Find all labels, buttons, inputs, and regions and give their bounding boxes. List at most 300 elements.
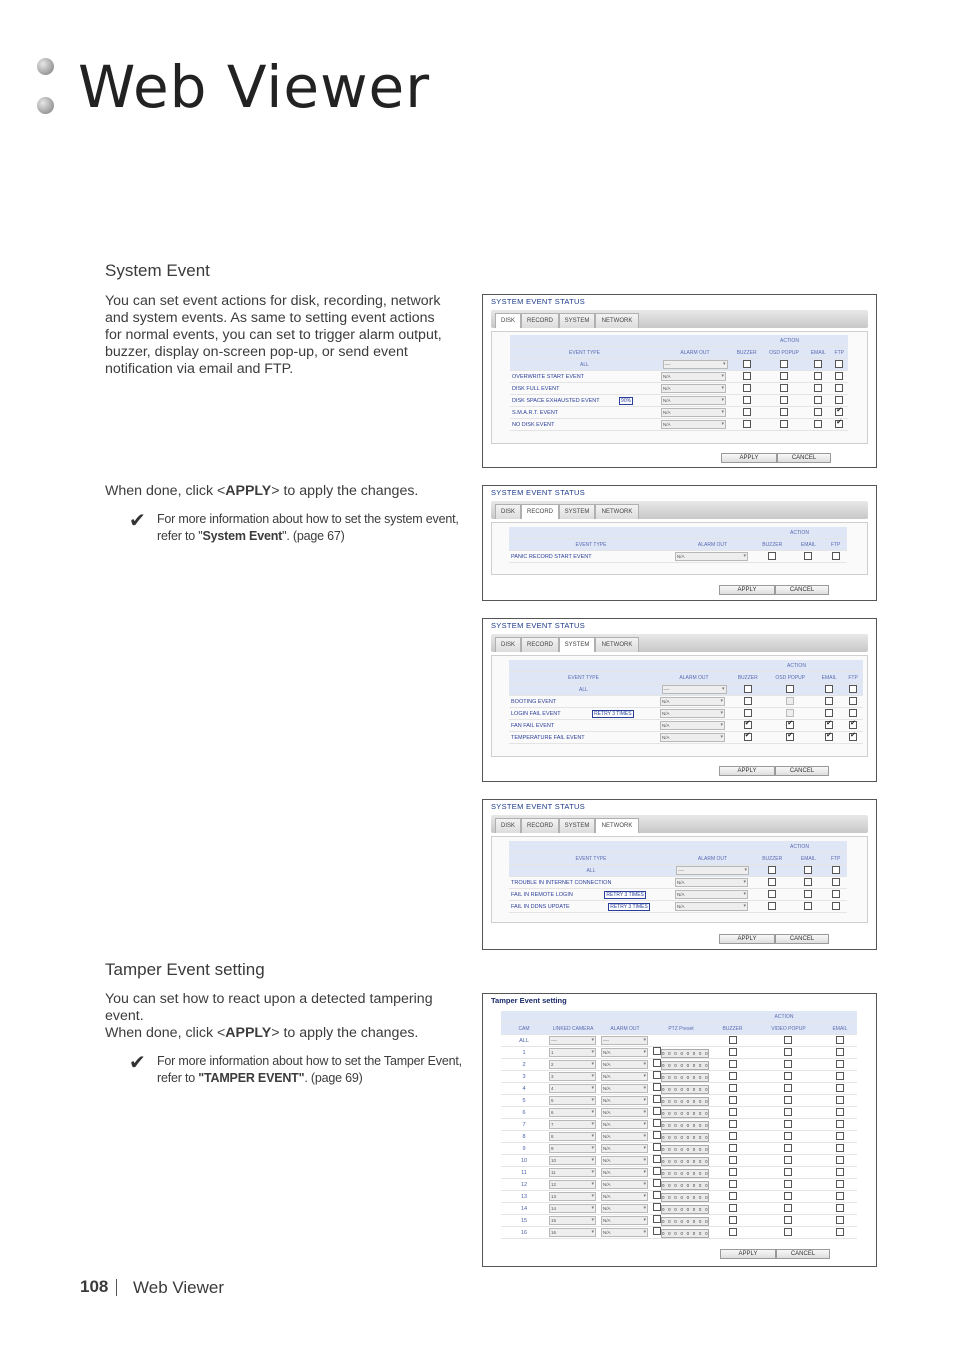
video-popup-checkbox[interactable] [784,1192,792,1200]
alarm-out-select[interactable]: N/A ▾ [601,1156,648,1165]
alarm-out-select[interactable]: N/A ▾ [601,1060,648,1069]
buzzer-checkbox[interactable] [744,709,752,717]
ptz-enable-checkbox[interactable] [653,1107,661,1115]
ftp-checkbox[interactable] [849,685,857,693]
email-checkbox[interactable] [825,721,833,729]
buzzer-checkbox[interactable] [729,1120,737,1128]
table-row: LOGIN FAIL EVENT RETRY 3 TIMES N/A ▾ [509,708,863,720]
ptz-preset-field[interactable]: 0 0 0 0 0 0 0 0 [662,1171,709,1176]
email-checkbox[interactable] [836,1132,844,1140]
email-checkbox[interactable] [836,1156,844,1164]
tamper-event-table: ACTION CAM LINKED CAMERA ALARM OUT PTZ Preset BUZZER VIDEO POPUP EMAIL ALL ---- ▾ ---- ▾ 1 1 ▾ N/A ▾ 0 0 0 0 0 0 0 0 2 2 ▾ N/A ▾ 0 0 0 0 0 0 0 0 3 3 ▾ N/A ▾ 0 0 0 0 0 0 0 0 4 4 ▾ N/A ▾ 0 0 0 0 0 0 0 0 5 5 ▾ N/A ▾ 0 0 0 0 0 0 0 0 6 6 ▾ N/A ▾ 0 0 0 0 0 0 0 0 7 7 ▾ N/A ▾ 0 0 0 0 0 0 0 0 8 8 ▾ N/A ▾ 0 0 0 0 0 0 0 0 9 9 ▾ N/A ▾ 0 0 0 0 0 0 0 0 10 10 ▾ N/A ▾ 0 0 0 0 0 0 0 0 11 11 ▾ N/A ▾ 0 0 0 0 0 0 0 0 12 12 ▾ N/A ▾ 0 0 0 0 0 0 0 0 13 13 ▾ N/A ▾ 0 0 0 0 0 0 0 0 14 14 ▾ N/A ▾ 0 0 0 0 0 0 0 0 15 15 ▾ N/A ▾ 0 0 0 0 0 0 0 0 16 16 ▾ N/A ▾ 0 0 0 0 0 0 0 0 [501,1011,857,1239]
disk-event-table: ACTION EVENT TYPE ALARM OUT BUZZER OSD POPUP EMAIL FTP ALL ---- ▾ OVERWRITE START EVENT N/A ▾ DISK FULL EVENT N/A ▾ DISK SPACE EXHAUSTED EVENT 90% N/A ▾ S.M.A.R.T. EVENT N/A ▾ ✔ NO DISK EVENT N/A ▾ ✔ [510,335,848,431]
ptz-preset-field[interactable]: 0 0 0 0 0 0 0 0 [662,1075,709,1080]
email-checkbox[interactable] [836,1120,844,1128]
video-popup-checkbox[interactable] [784,1120,792,1128]
cam-number: 5 [501,1095,547,1107]
buzzer-checkbox[interactable] [743,384,751,392]
linked-camera-select[interactable]: 7 ▾ [549,1120,596,1129]
tab-network[interactable]: NETWORK [595,504,639,519]
alarm-out-select[interactable]: N/A ▾ [601,1216,648,1225]
cam-number: 9 [501,1143,547,1155]
alarm-out-select[interactable]: N/A ▾ [601,1180,648,1189]
email-checkbox[interactable] [836,1084,844,1092]
table-row [501,1143,857,1155]
ptz-preset-field[interactable]: 0 0 0 0 0 0 0 0 [662,1207,709,1212]
ptz-enable-checkbox[interactable] [653,1155,661,1163]
ptz-enable-checkbox[interactable] [653,1131,661,1139]
record-event-table: ACTION EVENT TYPE ALARM OUT BUZZER EMAIL FTP PANIC RECORD START EVENT N/A ▾ [509,527,847,563]
video-popup-checkbox[interactable] [784,1156,792,1164]
alarm-out-select[interactable]: N/A ▾ [601,1192,648,1201]
ftp-checkbox[interactable] [832,890,840,898]
system-event-disk-panel [482,294,877,468]
ftp-checkbox[interactable] [849,721,857,729]
ptz-preset-field[interactable]: 0 0 0 0 0 0 0 0 [662,1183,709,1188]
threshold-select[interactable]: 90% [621,397,632,404]
ptz-enable-checkbox[interactable] [653,1095,661,1103]
cancel-button[interactable]: CANCEL [775,934,829,944]
alarm-out-select[interactable]: N/A ▾ [660,709,725,718]
email-checkbox[interactable] [836,1228,844,1236]
video-popup-checkbox[interactable] [784,1228,792,1236]
table-row [501,1227,857,1239]
email-checkbox[interactable] [825,709,833,717]
alarm-out-select[interactable]: N/A ▾ [661,408,726,417]
email-checkbox[interactable] [836,1072,844,1080]
alarm-out-select[interactable]: N/A ▾ [601,1120,648,1129]
ptz-enable-checkbox[interactable] [653,1143,661,1151]
linked-camera-select[interactable]: 13 ▾ [549,1192,596,1201]
alarm-out-select[interactable]: ---- ▾ [663,360,728,369]
email-checkbox[interactable] [836,1036,844,1044]
buzzer-checkbox[interactable] [729,1156,737,1164]
buzzer-checkbox[interactable] [743,372,751,380]
table-row [501,1203,857,1215]
buzzer-checkbox[interactable] [729,1204,737,1212]
table-row: NO DISK EVENT N/A ▾ ✔ [510,419,848,431]
header-bullet-bottom-icon [37,97,54,114]
table-row: S.M.A.R.T. EVENT N/A ▾ ✔ [510,407,848,419]
footer-section-label: Web Viewer [133,1278,225,1297]
tab-bar [491,501,868,519]
email-checkbox[interactable] [814,372,822,380]
buzzer-checkbox[interactable] [743,420,751,428]
table-row: FAN FAIL EVENT N/A ▾ ✔ ✔ ✔ ✔ [509,720,863,732]
buzzer-checkbox[interactable] [729,1192,737,1200]
video-popup-checkbox[interactable] [784,1108,792,1116]
ftp-checkbox[interactable] [832,866,840,874]
email-checkbox[interactable] [804,552,812,560]
ptz-preset-field[interactable]: 0 0 0 0 0 0 0 0 [662,1147,709,1152]
email-checkbox[interactable] [804,890,812,898]
alarm-out-select[interactable]: N/A ▾ [661,372,726,381]
alarm-out-select[interactable]: N/A ▾ [660,721,725,730]
email-checkbox[interactable] [836,1144,844,1152]
tamper-event-apply-instruction: When done, click <APPLY> to apply the changes. [105,1025,419,1041]
cam-number: 1 [501,1047,547,1059]
alarm-out-select[interactable]: N/A ▾ [660,733,725,742]
retry-select[interactable]: RETRY 3 TIMES [594,710,632,717]
panel-title: SYSTEM EVENT STATUS [491,802,586,811]
buzzer-checkbox[interactable] [729,1072,737,1080]
system-event-heading: System Event [105,261,210,280]
apply-button[interactable]: APPLY [719,585,775,595]
buzzer-checkbox[interactable] [744,685,752,693]
video-popup-checkbox[interactable] [784,1084,792,1092]
ptz-enable-checkbox[interactable] [653,1071,661,1079]
alarm-out-select[interactable]: N/A ▾ [601,1096,648,1105]
table-row [501,1191,857,1203]
tab-system[interactable]: SYSTEM [559,313,595,328]
buzzer-checkbox[interactable] [729,1132,737,1140]
cancel-button[interactable]: CANCEL [777,453,831,463]
video-popup-checkbox[interactable] [784,1036,792,1044]
cam-number: 14 [501,1203,547,1215]
panel-title: SYSTEM EVENT STATUS [491,488,586,497]
buzzer-checkbox[interactable] [729,1180,737,1188]
ptz-enable-checkbox[interactable] [653,1047,661,1055]
cancel-button[interactable]: CANCEL [775,766,829,776]
alarm-out-select[interactable]: N/A ▾ [601,1072,648,1081]
ftp-checkbox[interactable] [835,360,843,368]
video-popup-checkbox[interactable] [784,1180,792,1188]
email-checkbox[interactable] [836,1216,844,1224]
buzzer-checkbox[interactable] [744,721,752,729]
tab-network[interactable]: NETWORK [595,313,639,328]
tab-record[interactable]: RECORD [521,504,559,519]
osd-popup-checkbox[interactable] [786,733,794,741]
tab-system[interactable]: SYSTEM [559,818,595,833]
table-row: TEMPERATURE FAIL EVENT N/A ▾ ✔ ✔ ✔ ✔ [509,732,863,744]
tab-system[interactable]: SYSTEM [559,504,595,519]
retry-select[interactable]: RETRY 3 TIMES [610,903,648,910]
apply-button[interactable]: APPLY [721,453,777,463]
ftp-checkbox[interactable] [832,902,840,910]
linked-camera-select[interactable]: 16 ▾ [549,1228,596,1237]
panel-title: SYSTEM EVENT STATUS [491,621,586,630]
buzzer-checkbox[interactable] [729,1144,737,1152]
osd-popup-checkbox[interactable] [780,420,788,428]
cam-number: 16 [501,1227,547,1239]
tab-record[interactable]: RECORD [521,637,559,652]
osd-popup-checkbox[interactable] [780,396,788,404]
apply-button[interactable]: APPLY [720,1249,776,1259]
table-row [501,1083,857,1095]
buzzer-checkbox[interactable] [743,408,751,416]
buzzer-checkbox[interactable] [729,1108,737,1116]
tab-disk[interactable]: DISK [495,637,521,652]
tab-system[interactable]: SYSTEM [559,637,595,652]
ftp-checkbox[interactable] [835,384,843,392]
buzzer-checkbox[interactable] [768,866,776,874]
system-event-system-panel [482,618,877,782]
email-checkbox[interactable] [825,733,833,741]
tab-record[interactable]: RECORD [521,313,559,328]
retry-select[interactable]: RETRY 3 TIMES [606,891,644,898]
email-checkbox[interactable] [836,1192,844,1200]
ptz-enable-checkbox[interactable] [653,1191,661,1199]
buzzer-checkbox[interactable] [729,1228,737,1236]
email-checkbox[interactable] [814,384,822,392]
buzzer-checkbox[interactable] [744,697,752,705]
checkmark-icon: ✔ [129,1052,146,1074]
email-checkbox[interactable] [814,420,822,428]
tab-disk[interactable]: DISK [495,504,521,519]
ptz-enable-checkbox[interactable] [653,1227,661,1235]
email-checkbox[interactable] [814,408,822,416]
linked-camera-select[interactable]: ---- ▾ [549,1036,596,1045]
ptz-preset-field[interactable]: 0 0 0 0 0 0 0 0 [662,1063,709,1068]
email-checkbox[interactable] [804,866,812,874]
table-row: BOOTING EVENT N/A ▾ [509,696,863,708]
table-row [501,1167,857,1179]
video-popup-checkbox[interactable] [784,1072,792,1080]
alarm-out-select[interactable]: N/A ▾ [675,902,748,911]
email-checkbox[interactable] [836,1180,844,1188]
buzzer-checkbox[interactable] [744,733,752,741]
email-checkbox[interactable] [804,878,812,886]
email-checkbox[interactable] [836,1168,844,1176]
buzzer-checkbox[interactable] [729,1036,737,1044]
ptz-preset-field[interactable]: 0 0 0 0 0 0 0 0 [662,1123,709,1128]
ptz-preset-field[interactable]: 0 0 0 0 0 0 0 0 [662,1219,709,1224]
ptz-preset-field[interactable]: 0 0 0 0 0 0 0 0 [662,1099,709,1104]
table-row [501,1119,857,1131]
tamper-event-intro: You can set how to react upon a detected tampering event. [105,991,433,1024]
network-event-table: ACTION EVENT TYPE ALARM OUT BUZZER EMAIL FTP ALL ---- ▾ TROUBLE IN INTERNET CONNECTION N/A ▾ FAIL IN REMOTE LOGIN RETRY 3 TIMES N/A ▾ FAIL IN DDNS UPDATE RETRY 3 TIMES N/A ▾ [509,841,847,913]
linked-camera-select[interactable]: 1 ▾ [549,1048,596,1057]
email-checkbox[interactable] [814,360,822,368]
linked-camera-select[interactable]: 14 ▾ [549,1204,596,1213]
cam-number: 8 [501,1131,547,1143]
video-popup-checkbox[interactable] [784,1144,792,1152]
header-bullet-top-icon [37,58,54,75]
linked-camera-select[interactable]: 11 ▾ [549,1168,596,1177]
alarm-out-select[interactable]: N/A ▾ [675,552,748,561]
ptz-preset-field[interactable]: 0 0 0 0 0 0 0 0 [662,1231,709,1236]
buzzer-checkbox[interactable] [729,1096,737,1104]
email-checkbox[interactable] [804,902,812,910]
table-row [501,1155,857,1167]
linked-camera-select[interactable]: 8 ▾ [549,1132,596,1141]
linked-camera-select[interactable]: 4 ▾ [549,1084,596,1093]
alarm-out-select[interactable]: N/A ▾ [601,1132,648,1141]
linked-camera-select[interactable]: 5 ▾ [549,1096,596,1105]
apply-button[interactable]: APPLY [719,934,775,944]
osd-popup-checkbox[interactable] [786,721,794,729]
table-row [501,1095,857,1107]
video-popup-checkbox[interactable] [784,1096,792,1104]
cam-number: 11 [501,1167,547,1179]
osd-popup-checkbox[interactable] [780,384,788,392]
ptz-preset-field[interactable]: 0 0 0 0 0 0 0 0 [662,1135,709,1140]
osd-popup-checkbox [786,697,794,705]
tamper-event-panel [482,993,877,1267]
table-row: ALL ---- ▾ ---- ▾ [501,1035,857,1047]
linked-camera-select[interactable]: 9 ▾ [549,1144,596,1153]
alarm-out-select[interactable]: N/A ▾ [601,1108,648,1117]
video-popup-checkbox[interactable] [784,1216,792,1224]
video-popup-checkbox[interactable] [784,1132,792,1140]
ptz-enable-checkbox[interactable] [653,1083,661,1091]
ptz-preset-field[interactable]: 0 0 0 0 0 0 0 0 [662,1051,709,1056]
linked-camera-select[interactable]: 12 ▾ [549,1180,596,1189]
buzzer-checkbox[interactable] [729,1168,737,1176]
alarm-out-select[interactable]: N/A ▾ [601,1048,648,1057]
email-checkbox[interactable] [814,396,822,404]
cancel-button[interactable]: CANCEL [776,1249,830,1259]
buzzer-checkbox[interactable] [743,396,751,404]
osd-popup-checkbox[interactable] [780,372,788,380]
table-row: FAIL IN REMOTE LOGIN RETRY 3 TIMES N/A ▾ [509,889,847,901]
table-row [501,1131,857,1143]
buzzer-checkbox[interactable] [768,878,776,886]
cancel-button[interactable]: CANCEL [775,585,829,595]
tab-bar [491,815,868,833]
ftp-checkbox[interactable] [835,420,843,428]
osd-popup-checkbox[interactable] [780,408,788,416]
page-number: 108 [80,1277,109,1296]
tamper-event-heading: Tamper Event setting [105,960,265,979]
cam-number: 2 [501,1059,547,1071]
email-checkbox[interactable] [836,1108,844,1116]
table-row [501,1179,857,1191]
ftp-checkbox[interactable] [835,408,843,416]
alarm-out-select[interactable]: N/A ▾ [660,697,725,706]
system-event-record-panel [482,485,877,601]
system-event-table: ACTION EVENT TYPE ALARM OUT BUZZER OSD POPUP EMAIL FTP ALL ---- ▾ BOOTING EVENT N/A ▾ LOGIN FAIL EVENT RETRY 3 TIMES N/A ▾ FAN FAIL EVENT N/A ▾ ✔ ✔ ✔ ✔ TEMPERATURE FAIL EVENT N/A ▾ ✔ ✔ ✔ ✔ [509,660,863,744]
tab-record[interactable]: RECORD [521,818,559,833]
osd-popup-checkbox [786,709,794,717]
alarm-out-select[interactable]: N/A ▾ [675,890,748,899]
buzzer-checkbox[interactable] [768,552,776,560]
video-popup-checkbox[interactable] [784,1048,792,1056]
email-checkbox[interactable] [836,1204,844,1212]
cam-number: 4 [501,1083,547,1095]
alarm-out-select[interactable]: ---- ▾ [676,866,749,875]
ptz-preset-field[interactable]: 0 0 0 0 0 0 0 0 [662,1195,709,1200]
table-row: TROUBLE IN INTERNET CONNECTION N/A ▾ [509,877,847,889]
alarm-out-select[interactable]: N/A ▾ [601,1228,648,1237]
footer-divider [116,1279,117,1296]
tab-disk[interactable]: DISK [495,313,521,328]
osd-popup-checkbox[interactable] [786,685,794,693]
alarm-out-select[interactable]: N/A ▾ [661,420,726,429]
buzzer-checkbox[interactable] [768,890,776,898]
panel-title: SYSTEM EVENT STATUS [491,297,586,306]
system-event-apply-instruction: When done, click <APPLY> to apply the changes. [105,483,419,499]
alarm-out-select[interactable]: N/A ▾ [661,384,726,393]
ptz-enable-checkbox[interactable] [653,1119,661,1127]
table-row: PANIC RECORD START EVENT N/A ▾ [509,551,847,563]
email-checkbox[interactable] [836,1060,844,1068]
buzzer-checkbox[interactable] [729,1060,737,1068]
buzzer-checkbox[interactable] [743,360,751,368]
alarm-out-select[interactable]: N/A ▾ [601,1084,648,1093]
cam-number: 15 [501,1215,547,1227]
ptz-enable-checkbox[interactable] [653,1059,661,1067]
ftp-checkbox[interactable] [849,697,857,705]
ptz-enable-checkbox[interactable] [653,1203,661,1211]
alarm-out-select[interactable]: ---- ▾ [601,1036,648,1045]
video-popup-checkbox[interactable] [784,1204,792,1212]
ftp-checkbox[interactable] [849,709,857,717]
ftp-checkbox[interactable] [832,552,840,560]
ptz-enable-checkbox[interactable] [653,1167,661,1175]
email-checkbox[interactable] [825,697,833,705]
linked-camera-select[interactable]: 3 ▾ [549,1072,596,1081]
table-row [501,1215,857,1227]
ptz-preset-field[interactable]: 0 0 0 0 0 0 0 0 [662,1111,709,1116]
tamper-event-note: For more information about how to set the Tamper Event, refer to "TAMPER EVENT". (page 69) [157,1054,462,1085]
tab-bar [491,634,868,652]
ptz-enable-checkbox[interactable] [653,1179,661,1187]
buzzer-checkbox[interactable] [729,1048,737,1056]
panel-title: Tamper Event setting [491,996,567,1005]
tab-network[interactable]: NETWORK [595,818,639,833]
table-row [501,1047,857,1059]
linked-camera-select[interactable]: 10 ▾ [549,1156,596,1165]
alarm-out-select[interactable]: N/A ▾ [601,1168,648,1177]
alarm-out-select[interactable]: N/A ▾ [601,1204,648,1213]
buzzer-checkbox[interactable] [768,902,776,910]
linked-camera-select[interactable]: 2 ▾ [549,1060,596,1069]
cam-number: 10 [501,1155,547,1167]
tab-network[interactable]: NETWORK [595,637,639,652]
cam-number: 6 [501,1107,547,1119]
system-event-note: For more information about how to set the system event, refer to "System Event". (page 67) [157,512,459,543]
osd-popup-checkbox[interactable] [780,360,788,368]
ptz-preset-field[interactable]: 0 0 0 0 0 0 0 0 [662,1087,709,1092]
video-popup-checkbox[interactable] [784,1060,792,1068]
linked-camera-select[interactable]: 15 ▾ [549,1216,596,1225]
email-checkbox[interactable] [836,1048,844,1056]
alarm-out-select[interactable]: N/A ▾ [675,878,748,887]
cam-number: 13 [501,1191,547,1203]
alarm-out-select[interactable]: N/A ▾ [661,396,726,405]
buzzer-checkbox[interactable] [729,1084,737,1092]
table-row: DISK FULL EVENT N/A ▾ [510,383,848,395]
ftp-checkbox[interactable] [835,372,843,380]
ptz-preset-field[interactable]: 0 0 0 0 0 0 0 0 [662,1159,709,1164]
table-row [501,1059,857,1071]
system-event-intro: You can set event actions for disk, recording, network and system events. As same to setting event actions for normal events, you can set to trigger alarm output, buzzer, display on-screen pop-up, or send event notification via email and FTP. [105,293,442,377]
video-popup-checkbox[interactable] [784,1168,792,1176]
alarm-out-select[interactable]: N/A ▾ [601,1144,648,1153]
ftp-checkbox[interactable] [835,396,843,404]
cam-number: 12 [501,1179,547,1191]
tab-disk[interactable]: DISK [495,818,521,833]
cam-number: 7 [501,1119,547,1131]
linked-camera-select[interactable]: 6 ▾ [549,1108,596,1117]
page-title: Web Viewer [78,53,431,121]
email-checkbox[interactable] [825,685,833,693]
table-row [501,1107,857,1119]
checkmark-icon: ✔ [129,510,146,532]
apply-button[interactable]: APPLY [719,766,775,776]
tab-bar [491,310,868,328]
cam-number: 3 [501,1071,547,1083]
alarm-out-select[interactable]: ---- ▾ [662,685,727,694]
table-row: FAIL IN DDNS UPDATE RETRY 3 TIMES N/A ▾ [509,901,847,913]
buzzer-checkbox[interactable] [729,1216,737,1224]
table-row [501,1071,857,1083]
ptz-enable-checkbox[interactable] [653,1215,661,1223]
email-checkbox[interactable] [836,1096,844,1104]
ftp-checkbox[interactable] [832,878,840,886]
ftp-checkbox[interactable] [849,733,857,741]
